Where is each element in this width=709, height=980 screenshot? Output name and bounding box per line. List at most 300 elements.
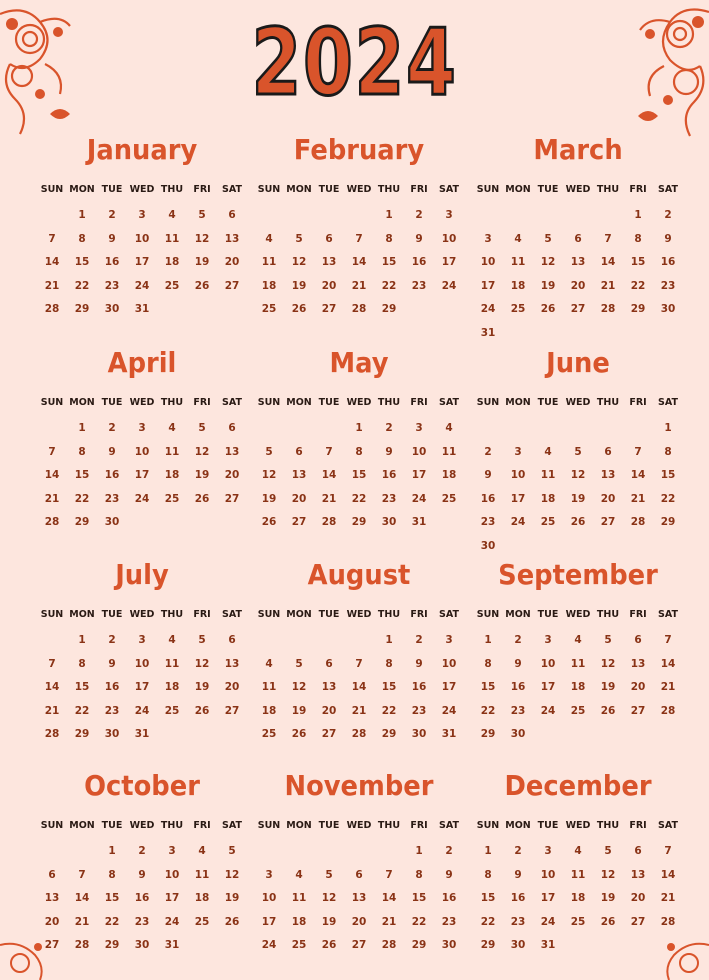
day-cell: 9 [108, 657, 116, 670]
day-cell: 5 [198, 634, 206, 646]
weekday-label: FRI [629, 820, 647, 831]
day-cell: 21 [600, 279, 616, 292]
empty-cell [284, 417, 314, 441]
day-cell: 9 [445, 868, 453, 881]
day-cell: 29 [74, 516, 90, 528]
day-cell: 10 [510, 469, 526, 481]
empty-cell [314, 417, 344, 441]
day-cell: 15 [104, 892, 120, 904]
weekday-label: THU [377, 820, 401, 831]
weekday-label: SAT [439, 184, 459, 195]
weekday-label: WED [346, 397, 372, 408]
day-cell: 5 [295, 232, 303, 245]
day-cell: 14 [44, 681, 60, 693]
day-cell: 20 [291, 492, 307, 505]
weekday-label: MON [286, 184, 312, 195]
weekday-label: THU [377, 184, 401, 195]
day-cell: 19 [321, 915, 337, 928]
empty-cell [374, 840, 404, 864]
day-cell: 24 [134, 279, 150, 292]
day-cell: 5 [198, 209, 206, 221]
day-cell: 23 [411, 704, 427, 717]
day-cell: 20 [224, 681, 240, 693]
day-cell: 1 [108, 845, 116, 857]
day-cell: 15 [381, 681, 397, 693]
day-cell: 10 [441, 232, 457, 245]
day-cell: 8 [664, 445, 672, 458]
day-cell: 15 [480, 681, 496, 693]
day-cell: 18 [261, 279, 277, 292]
day-cell: 28 [660, 915, 676, 928]
day-cell: 4 [198, 845, 206, 857]
day-cell: 15 [660, 469, 676, 481]
day-cell: 4 [574, 634, 582, 646]
day-cell: 23 [381, 492, 397, 505]
day-cell: 29 [411, 939, 427, 951]
day-cell: 7 [604, 232, 612, 245]
day-cell: 27 [321, 728, 337, 740]
day-cell: 15 [480, 892, 496, 904]
day-cell: 14 [660, 657, 676, 670]
day-cell: 17 [164, 892, 180, 904]
day-cell: 9 [138, 868, 146, 881]
weekday-label: SUN [476, 820, 500, 831]
day-cell: 1 [78, 422, 86, 434]
weekday-label: SUN [476, 397, 500, 408]
day-cell: 1 [484, 634, 492, 646]
day-cell: 24 [441, 279, 457, 292]
day-cell: 7 [78, 868, 86, 881]
day-cell: 4 [168, 209, 176, 221]
day-grid [37, 182, 247, 322]
month-name: September [498, 558, 658, 591]
day-cell: 30 [134, 939, 150, 951]
day-cell: 28 [351, 728, 367, 740]
day-cell: 26 [321, 939, 337, 951]
day-cell: 29 [381, 728, 397, 740]
day-cell: 8 [484, 657, 492, 670]
day-grid [254, 395, 464, 535]
day-cell: 11 [261, 256, 277, 268]
day-cell: 17 [480, 279, 496, 292]
day-cell: 10 [134, 445, 150, 458]
day-cell: 8 [355, 445, 363, 458]
month-december [473, 768, 683, 958]
day-cell: 8 [78, 445, 86, 458]
day-cell: 19 [194, 681, 210, 693]
day-cell: 15 [74, 256, 90, 268]
day-cell: 7 [325, 445, 333, 458]
empty-cell [563, 204, 593, 228]
weekday-label: MON [286, 609, 312, 620]
weekday-label: MON [69, 184, 95, 195]
empty-cell [623, 417, 653, 441]
day-cell: 1 [664, 422, 672, 434]
day-cell: 24 [411, 492, 427, 505]
day-cell: 21 [44, 492, 60, 505]
weekday-label: FRI [410, 609, 428, 620]
day-cell: 29 [74, 303, 90, 315]
day-cell: 21 [74, 915, 90, 928]
empty-cell [563, 417, 593, 441]
empty-cell [254, 417, 284, 441]
day-grid [37, 818, 247, 958]
day-cell: 15 [74, 681, 90, 693]
day-cell: 10 [411, 445, 427, 458]
day-cell: 10 [441, 657, 457, 670]
day-cell: 24 [134, 704, 150, 717]
weekday-label: SAT [222, 820, 242, 831]
day-cell: 7 [355, 232, 363, 245]
day-cell: 11 [540, 469, 556, 481]
weekday-label: FRI [193, 609, 211, 620]
day-cell: 21 [630, 492, 646, 505]
day-cell: 11 [570, 657, 586, 670]
empty-cell [314, 840, 344, 864]
weekday-label: WED [565, 397, 591, 408]
day-cell: 16 [104, 681, 120, 693]
day-cell: 14 [660, 868, 676, 881]
weekday-label: MON [505, 820, 531, 831]
weekday-label: TUE [537, 184, 559, 195]
day-cell: 31 [480, 326, 496, 339]
day-cell: 20 [224, 469, 240, 481]
weekday-label: MON [69, 609, 95, 620]
day-cell: 12 [600, 868, 616, 881]
day-cell: 16 [510, 681, 526, 693]
day-cell: 6 [48, 868, 56, 881]
empty-cell [593, 417, 623, 441]
day-cell: 4 [574, 845, 582, 857]
day-cell: 5 [574, 445, 582, 458]
day-cell: 20 [630, 892, 646, 904]
weekday-label: SUN [257, 820, 281, 831]
empty-cell [254, 840, 284, 864]
day-cell: 18 [291, 915, 307, 928]
day-cell: 25 [441, 492, 457, 505]
day-cell: 2 [108, 209, 116, 221]
day-cell: 20 [224, 256, 240, 268]
day-cell: 6 [574, 232, 582, 245]
day-cell: 14 [74, 892, 90, 904]
day-cell: 2 [484, 445, 492, 458]
day-cell: 18 [570, 892, 586, 904]
day-cell: 20 [630, 681, 646, 693]
day-cell: 2 [664, 209, 672, 221]
day-cell: 16 [660, 256, 676, 268]
day-cell: 11 [510, 256, 526, 268]
day-cell: 28 [630, 516, 646, 528]
day-cell: 16 [104, 469, 120, 481]
month-august [254, 557, 464, 747]
day-cell: 23 [104, 704, 120, 717]
day-cell: 27 [224, 704, 240, 717]
day-cell: 29 [660, 516, 676, 528]
day-cell: 17 [441, 256, 457, 268]
day-cell: 25 [540, 516, 556, 528]
day-cell: 13 [224, 657, 240, 670]
day-cell: 15 [630, 256, 646, 268]
month-name: November [284, 769, 434, 802]
day-cell: 25 [164, 492, 180, 505]
day-cell: 11 [291, 892, 307, 904]
weekday-label: WED [129, 184, 155, 195]
day-cell: 25 [261, 728, 277, 740]
day-cell: 13 [570, 256, 586, 268]
day-cell: 16 [411, 256, 427, 268]
weekday-label: MON [69, 820, 95, 831]
day-cell: 27 [291, 516, 307, 528]
day-cell: 24 [480, 303, 496, 315]
day-cell: 22 [411, 915, 427, 928]
day-cell: 3 [138, 634, 146, 646]
day-cell: 27 [224, 492, 240, 505]
day-cell: 30 [411, 728, 427, 740]
day-cell: 3 [138, 422, 146, 434]
day-cell: 25 [194, 915, 210, 928]
empty-cell [344, 629, 374, 653]
day-grid [254, 607, 464, 747]
day-cell: 8 [385, 657, 393, 670]
day-cell: 28 [74, 939, 90, 951]
day-cell: 10 [540, 868, 556, 881]
empty-cell [314, 204, 344, 228]
weekday-label: MON [505, 609, 531, 620]
day-cell: 23 [104, 492, 120, 505]
floral-corner-icon [628, 4, 709, 144]
month-september [473, 557, 683, 747]
day-cell: 30 [510, 939, 526, 951]
day-cell: 22 [381, 279, 397, 292]
empty-cell [503, 204, 533, 228]
weekday-label: SUN [257, 609, 281, 620]
day-cell: 18 [164, 681, 180, 693]
day-cell: 20 [321, 279, 337, 292]
day-cell: 1 [634, 209, 642, 221]
day-grid [254, 818, 464, 958]
day-cell: 23 [510, 704, 526, 717]
day-cell: 6 [228, 209, 236, 221]
day-cell: 24 [540, 704, 556, 717]
day-cell: 18 [540, 492, 556, 505]
day-cell: 9 [385, 445, 393, 458]
year-title: 2024 [251, 9, 458, 116]
day-cell: 3 [544, 634, 552, 646]
day-cell: 4 [265, 232, 273, 245]
day-cell: 6 [604, 445, 612, 458]
day-cell: 12 [291, 681, 307, 693]
day-cell: 21 [351, 704, 367, 717]
day-cell: 5 [295, 657, 303, 670]
weekday-label: FRI [410, 397, 428, 408]
day-cell: 30 [381, 516, 397, 528]
day-cell: 2 [445, 845, 453, 857]
day-cell: 6 [634, 634, 642, 646]
day-grid [473, 395, 683, 558]
day-cell: 18 [164, 469, 180, 481]
weekday-label: WED [346, 820, 372, 831]
day-cell: 26 [194, 704, 210, 717]
month-name: February [293, 133, 425, 166]
weekday-label: TUE [537, 397, 559, 408]
day-cell: 28 [351, 303, 367, 315]
weekday-label: THU [160, 820, 184, 831]
weekday-label: TUE [101, 184, 123, 195]
day-cell: 1 [415, 845, 423, 857]
day-cell: 5 [544, 232, 552, 245]
weekday-label: THU [377, 609, 401, 620]
weekday-label: SAT [658, 820, 678, 831]
day-cell: 28 [44, 728, 60, 740]
day-cell: 23 [480, 516, 496, 528]
day-cell: 10 [134, 232, 150, 245]
weekday-label: TUE [101, 397, 123, 408]
weekday-label: FRI [410, 820, 428, 831]
day-cell: 8 [385, 232, 393, 245]
day-cell: 15 [74, 469, 90, 481]
month-may [254, 345, 464, 535]
day-cell: 14 [600, 256, 616, 268]
day-cell: 5 [325, 868, 333, 881]
day-cell: 23 [660, 279, 676, 292]
day-cell: 28 [44, 303, 60, 315]
day-cell: 29 [630, 303, 646, 315]
day-cell: 18 [194, 892, 210, 904]
day-cell: 6 [325, 232, 333, 245]
day-cell: 8 [108, 868, 116, 881]
day-cell: 29 [480, 939, 496, 951]
day-cell: 2 [514, 845, 522, 857]
day-cell: 17 [261, 915, 277, 928]
month-name: April [107, 346, 177, 379]
day-cell: 19 [570, 492, 586, 505]
day-cell: 26 [600, 915, 616, 928]
day-cell: 7 [664, 845, 672, 857]
weekday-label: FRI [193, 397, 211, 408]
day-cell: 4 [445, 422, 453, 434]
day-cell: 22 [381, 704, 397, 717]
empty-cell [533, 417, 563, 441]
weekday-label: THU [160, 397, 184, 408]
day-cell: 6 [228, 634, 236, 646]
day-cell: 5 [228, 845, 236, 857]
day-cell: 26 [224, 915, 240, 928]
day-cell: 7 [634, 445, 642, 458]
day-cell: 21 [44, 704, 60, 717]
day-grid [254, 182, 464, 322]
weekday-label: WED [129, 820, 155, 831]
day-cell: 28 [321, 516, 337, 528]
day-cell: 13 [291, 469, 307, 481]
day-cell: 19 [194, 256, 210, 268]
empty-cell [37, 840, 67, 864]
day-cell: 30 [480, 539, 496, 552]
day-cell: 9 [415, 232, 423, 245]
day-cell: 28 [44, 516, 60, 528]
month-february [254, 132, 464, 322]
day-cell: 12 [321, 892, 337, 904]
weekday-label: TUE [537, 820, 559, 831]
day-cell: 11 [164, 657, 180, 670]
day-cell: 21 [44, 279, 60, 292]
day-cell: 13 [321, 681, 337, 693]
weekday-label: FRI [629, 184, 647, 195]
day-cell: 23 [104, 279, 120, 292]
day-cell: 29 [104, 939, 120, 951]
day-cell: 20 [44, 915, 60, 928]
weekday-label: WED [565, 609, 591, 620]
weekday-label: TUE [318, 184, 340, 195]
day-cell: 26 [600, 704, 616, 717]
empty-cell [37, 417, 67, 441]
day-cell: 19 [291, 279, 307, 292]
day-cell: 29 [351, 516, 367, 528]
day-cell: 12 [194, 657, 210, 670]
day-cell: 22 [74, 492, 90, 505]
day-cell: 12 [261, 469, 277, 481]
month-july [37, 557, 247, 747]
day-cell: 21 [351, 279, 367, 292]
weekday-label: THU [596, 609, 620, 620]
empty-cell [67, 840, 97, 864]
weekday-label: THU [596, 184, 620, 195]
day-cell: 19 [224, 892, 240, 904]
day-cell: 3 [168, 845, 176, 857]
day-cell: 4 [168, 634, 176, 646]
month-name: August [307, 558, 411, 591]
day-cell: 26 [194, 492, 210, 505]
empty-cell [37, 629, 67, 653]
day-cell: 1 [385, 634, 393, 646]
day-cell: 29 [74, 728, 90, 740]
day-cell: 22 [74, 279, 90, 292]
day-cell: 16 [441, 892, 457, 904]
day-cell: 24 [134, 492, 150, 505]
weekday-label: THU [160, 184, 184, 195]
day-cell: 13 [630, 657, 646, 670]
weekday-label: SAT [222, 184, 242, 195]
day-cell: 19 [291, 704, 307, 717]
month-november [254, 768, 464, 958]
day-cell: 5 [604, 634, 612, 646]
weekday-label: SUN [476, 184, 500, 195]
day-cell: 24 [261, 939, 277, 951]
day-cell: 27 [321, 303, 337, 315]
day-cell: 25 [164, 279, 180, 292]
weekday-label: SAT [439, 397, 459, 408]
day-cell: 12 [224, 868, 240, 881]
weekday-label: FRI [193, 820, 211, 831]
day-cell: 27 [44, 939, 60, 951]
empty-cell [284, 629, 314, 653]
day-cell: 8 [415, 868, 423, 881]
day-cell: 7 [664, 634, 672, 646]
day-cell: 30 [441, 939, 457, 951]
day-cell: 21 [660, 681, 676, 693]
day-cell: 4 [295, 868, 303, 881]
day-cell: 24 [164, 915, 180, 928]
day-cell: 14 [44, 469, 60, 481]
day-cell: 31 [134, 303, 150, 315]
weekday-label: SAT [439, 820, 459, 831]
day-cell: 19 [194, 469, 210, 481]
weekday-label: SUN [40, 609, 64, 620]
day-cell: 14 [44, 256, 60, 268]
day-cell: 16 [411, 681, 427, 693]
day-cell: 31 [441, 728, 457, 740]
empty-cell [254, 629, 284, 653]
day-cell: 8 [78, 657, 86, 670]
